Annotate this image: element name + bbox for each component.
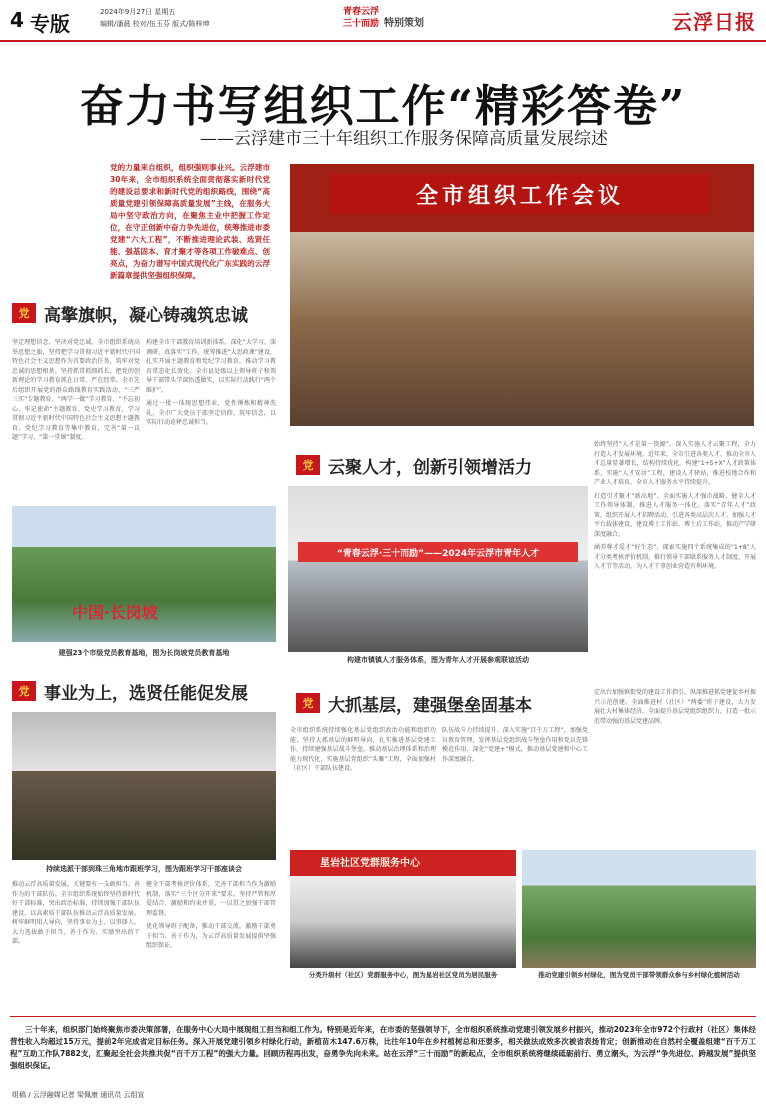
- base-sign-text: 中国·长岗坡: [72, 603, 158, 622]
- section-heading-3: 党 事业为上，选贤任能促发展: [12, 676, 282, 706]
- subheadline: ——云浮建市三十年组织工作服务保障高质量发展综述: [200, 129, 608, 149]
- meeting-banner: 全市组织工作会议: [330, 174, 710, 214]
- section4-text-a: 全市组织系统持续强化基层党组织政治功能和组织功能，坚持大抓基层的鲜明导向，扎实推进基层党建工作，持续建强基层战斗堡垒。推动基层治理体系和治理能力现代化，实施基层党组织“头雁”工程，全面加强村（社区）干部队伍建设。: [290, 727, 436, 772]
- campaign-logo: 青春云浮 三十而励: [342, 7, 379, 29]
- special-label: 特别策划: [384, 18, 424, 29]
- header-info: [100, 6, 210, 30]
- service-center-photo: [290, 850, 516, 968]
- talent-banner: “青春云浮·三十而励”——2024年云浮市青年人才: [298, 542, 578, 562]
- party-flag-icon: 党: [12, 681, 36, 701]
- section2-text: 始终坚持“人才是第一资源”。深入实施人才云聚工程，全力打造人才发展环境。近年来，全市引进各类人才，推动全市人才总量显著增长，结构持续优化。构建“1+5+X”人才政策体系，实施“人才安居”工程，建设人才驿站，推进校地合作和产业人才培育，全市人才服务水平持续提升。 打造引才聚才“新高地”。全面实施人才强市战略，健全人才工作领导体制，推进人才服务一体化。落实“青年人才”政策，组织开展人才招聘活动，引进各类高层次人才。加强人才平台载体建设，建设博士工作站、博士后工作站，推动产学研深度融合。 涵养尊才爱才“好生态”。探索实施四个系统集成的“1+8”人才分类考核评价机制，推行领导干部联系服务人才制度，开展人才节等活动，为人才干事创业营造有利环境。: [594, 441, 756, 570]
- section-name: 专版: [30, 12, 70, 36]
- footer-credits: 组稿 / 云浮融媒记者 梁佩康 通讯员 云组宣: [12, 1091, 145, 1099]
- party-flag-icon: 党: [296, 455, 320, 475]
- meeting-photo: [290, 164, 754, 426]
- talent-group-photo: [288, 486, 588, 652]
- page-number: 4: [10, 8, 24, 32]
- summary-paragraph: 三十年来，组织部门始终聚焦市委决策部署，在服务中心大局中展现组工担当和组工作为。特别是近年来，在市委的坚强领导下，全市组织系统推动党建引领发展乡村振兴，推动2023年全市972个行政村（社区）集体经营性收入均超过15万元，提前2年完成省定目标任务。深入开展党建引领乡村绿化行动，新植苗木147.6万株，比往年10年在乡村植树总和还要多，相关做法成效多次被省表扬肯定；创新推动在自然村全覆盖组建“百千万工程”互助工作队7882支，汇聚起全社会共推共促“百千万工程”的强大力量。回顾历程再出发，奋勇争先向未来。站在云浮“三十而励”的新起点，全市组织系统将继续砥砺前行、勇立潮头，为云浮“争先进位、跨越发展”提供坚强组织保证。: [10, 1025, 756, 1070]
- party-flag-icon: 党: [296, 693, 320, 713]
- party-flag-icon: 党: [12, 303, 36, 323]
- issue-date: 2024年9月27日 星期五: [100, 8, 176, 16]
- photo-caption-4: 分类升级村（社区）党群服务中心，图为星岩社区党员为居民服务: [308, 971, 498, 979]
- education-base-photo: [12, 506, 276, 642]
- photo-caption-2: 构建市镇镇人才服务体系，图为青年人才开展参观联谊活动: [347, 656, 529, 664]
- section4-text-b: 队伍战斗力持续提升。深入实施“百千万工程”，加强党员教育管理，发挥基层党组织战斗堡垒作用和党员先锋模范作用。深化“党建+”模式，推动基层党建和中心工作深度融合。: [442, 727, 588, 763]
- editors: 编辑/潘晨 校对/伍玉芬 版式/陈梓坤: [100, 20, 210, 28]
- symposium-photo: [12, 712, 276, 860]
- section1-text-b: 构建全市干部教育培训新体系。深化“大学习、深调研、真落实”工作，统筹推进“大思政课”建设，扎实开展主题教育和党纪学习教育，推动学习教育常态化长效化。全市县处级以上领导班子和领导干部带头学深悟透做实，以实际行动践行“两个维护”。 通过一批一体现思想伟业，党性锤炼和精神洗礼，全市广大党员干部坚定信仰、筑牢信念，以实际行动诠释忠诚担当。: [146, 339, 276, 426]
- photo-caption-5: 推动党建引领乡村绿化，图为党员干部带领群众参与乡村绿化植树活动: [538, 971, 740, 979]
- section3-text-a: 推动云浮高质量发展，关键要有一支敢担当、善作为的干部队伍。全市组织系统始终坚持新时代好干部标准，突出政治标准，持续加强干部队伍建设，以高素质干部队伍推动云浮高质量发展。树牢鲜明用人导向，坚持事业为上、以事择人，大力选拔敢于担当、善于作为、实绩突出的干部。: [12, 881, 140, 945]
- section-heading-2: 党 云聚人才，创新引领增活力: [296, 450, 596, 480]
- section-heading-1: 党 高擎旗帜，凝心铸魂筑忠诚: [12, 298, 282, 328]
- headline: 奋力书写组织工作“精彩答卷”: [79, 81, 687, 132]
- intro-paragraph: 党的力量来自组织，组织强则事业兴。云浮建市30年来，全市组织系统全面贯彻落实新时代党的建设总要求和新时代党的组织路线，围绕“高质量党建引领保障高质量发展”主线，在服务大局中坚守政治方向，在聚焦主业中把握工作定位，在守正创新中奋力争先进位，统筹推进市委党建“六大工程”，不断推进理论武装、选贤任能、强基固本、育才聚才等各项工作破难点、创亮点，为奋力谱写中国式现代化广东实践的云浮新篇章提供坚强组织保障。: [110, 163, 270, 280]
- photo-caption-3: 持续选派干部到珠三角地市跟班学习，图为跟班学习干部座谈会: [46, 865, 242, 873]
- section4-text-c: 定出台加强镇街党的建设工作指引，纵深推进抓党建促乡村振兴示范创建。全面推进村（社区）“两委”班子建设，大力发展壮大村集体经济，全面提升基层党组织组织力，打造一批示范带动强的基层党建品牌。: [594, 689, 756, 725]
- summary-divider: [10, 1016, 756, 1017]
- photo-caption-1: 建强23个市级党员教育基地，图为长岗坡党员教育基地: [58, 649, 230, 657]
- newspaper-masthead: 云浮日报: [672, 10, 756, 34]
- section1-text-a: 坚定理想信念，坚决对党忠诚。全市组织系统高举思想之旗，坚持把学习贯彻习近平新时代中国特色社会主义思想作为首要政治任务，筑牢对党忠诚的思想根基。坚持抓常抓细抓长，把党的创新理论的学习教育抓在日常、严在经常。全市先后组织开展党的群众路线教育实践活动、“三严三实”专题教育、“两学一做”学习教育、“不忘初心、牢记使命”主题教育、党史学习教育、学习贯彻习近平新时代中国特色社会主义思想主题教育，党纪学习教育等集中教育，完善“第一议题”学习、“第一堂课”制度。: [12, 339, 140, 441]
- section3-text-b: 健全干部考核评价体系，完善干部担当作为激励机制，落实“三个区分开来”要求。坚持严管和厚爱结合、激励和约束并重，一以贯之加强干部管理监督。 优化领导班子配备，推动干部交流，激励干部勇于担当、善于作为，为云浮高质量发展提供坚强组织保证。: [146, 881, 276, 949]
- greening-photo: [522, 850, 756, 968]
- section-heading-4: 党 大抓基层，建强堡垒固基本: [296, 688, 576, 718]
- service-center-sign: 星岩社区党群服务中心: [320, 858, 420, 869]
